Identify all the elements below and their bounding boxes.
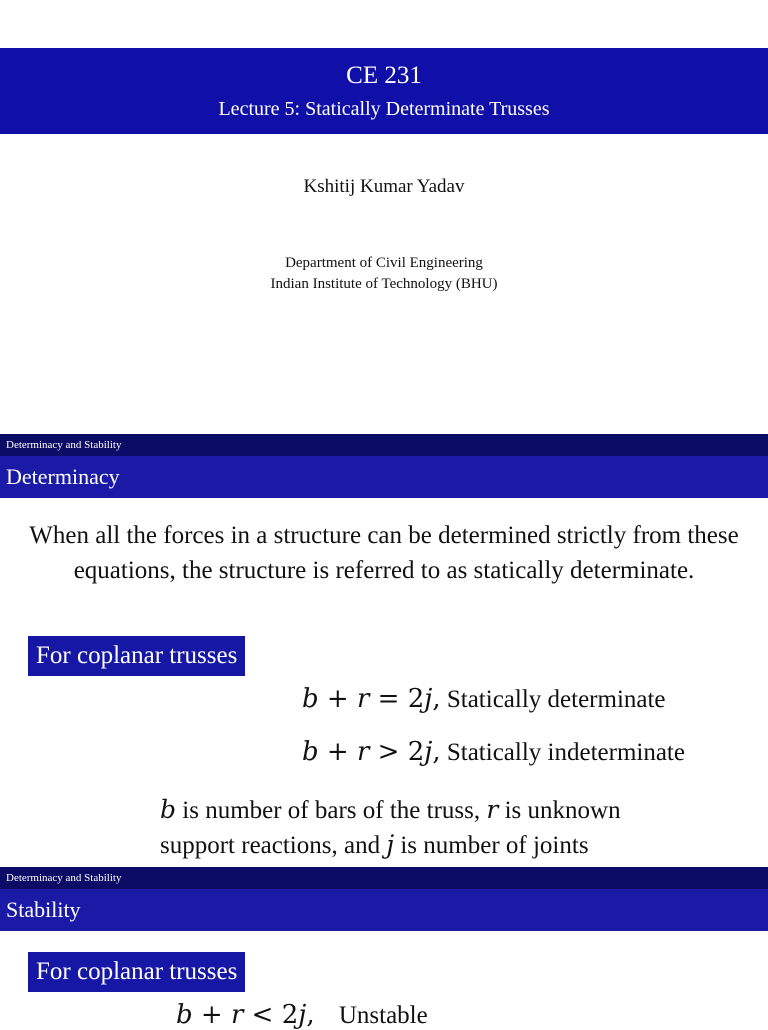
equation-label: Statically indeterminate <box>446 739 685 766</box>
section-title-text: Determinacy <box>6 464 120 489</box>
coplanar-tag: For coplanar trusses <box>28 636 245 676</box>
author-name: Kshitij Kumar Yadav <box>303 176 465 197</box>
breadcrumb-text: Determinacy and Stability <box>6 439 122 451</box>
variable-note-line1 <box>160 792 621 828</box>
breadcrumb <box>0 434 768 456</box>
breadcrumb-text: Determinacy and Stability <box>6 872 122 884</box>
definition-paragraph: When all the forces in a structure can be determined strictly from these equations, the structure is referred to as statically determinate. <box>29 522 739 584</box>
institute: Indian Institute of Technology (BHU) <box>270 276 498 292</box>
note-text: support reactions, and <box>160 832 381 859</box>
equation-label: Unstable <box>338 1002 428 1029</box>
section-title <box>0 456 768 498</box>
section-title-text: Stability <box>6 897 81 922</box>
coplanar-tag: For coplanar trusses <box>28 952 245 992</box>
course-code: CE 231 <box>346 62 422 89</box>
var-j: j <box>386 830 395 859</box>
equation-unstable <box>176 1000 428 1030</box>
title-banner <box>0 48 768 134</box>
breadcrumb <box>0 867 768 889</box>
variable-note-line2 <box>160 827 589 863</box>
equation-label: Statically determinate <box>446 686 666 713</box>
equation-determinate <box>302 684 666 714</box>
lecture-title: Lecture 5: Statically Determinate Trusses <box>218 98 550 120</box>
note-text: is unknown <box>504 797 621 824</box>
equation-math: b + r < 2j, <box>176 1000 315 1030</box>
department: Department of Civil Engineering <box>285 255 483 271</box>
equation-math: b + r > 2j, <box>302 737 441 767</box>
section-title <box>0 889 768 931</box>
note-text: is number of joints <box>400 832 589 859</box>
equation-indeterminate <box>302 737 685 767</box>
equation-math: b + r = 2j, <box>302 684 441 714</box>
note-text: is number of bars of the truss, <box>182 797 481 824</box>
var-b: b <box>160 795 177 824</box>
var-r: r <box>486 795 499 824</box>
